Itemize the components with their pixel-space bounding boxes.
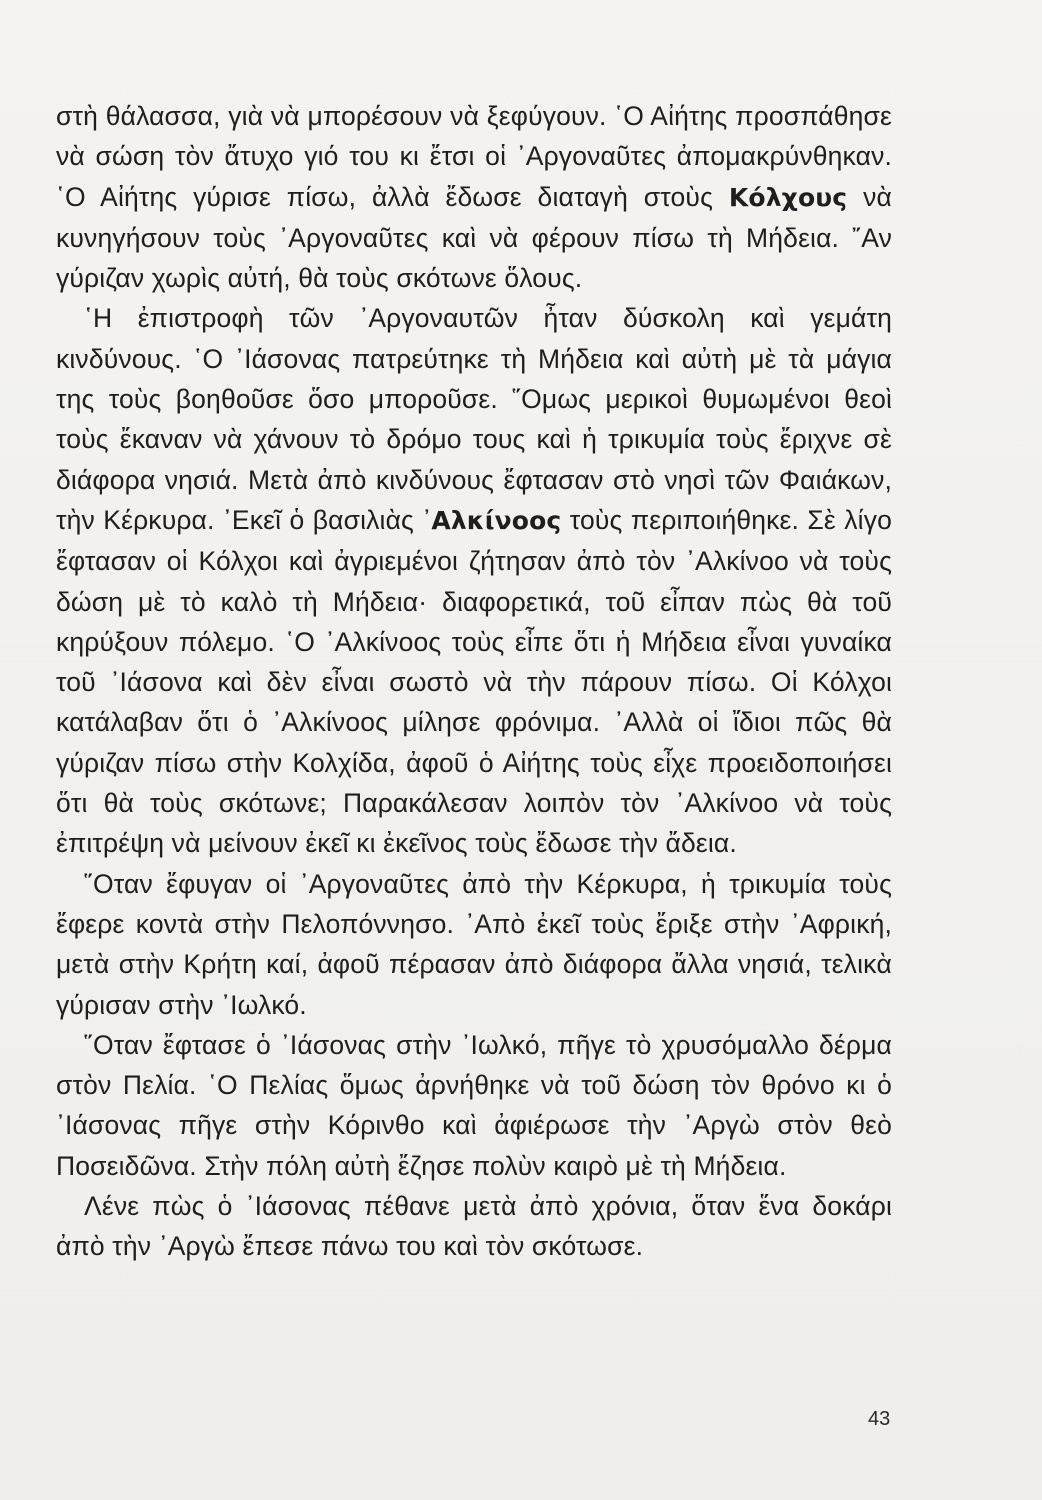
- text-segment: στὴ θάλασσα, γιὰ νὰ μπορέσουν νὰ ξεφύγουν. ῾Ο Αἰήτης προσπάθησε νὰ σώση τὸν ἄτυχο γιό του κι ἔτσι οἱ ᾿Αργοναῦτες ἀπομακρύνθηκαν. ῾Ο Αἰήτης γύρισε πίσω, ἀλλὰ ἔδωσε διαταγὴ στοὺς: [56, 101, 892, 212]
- text-segment: νὰ κυνηγήσουν τοὺς ᾿Αργοναῦτες καὶ νὰ φέρουν πίσω τὴ Μήδεια. ῎Αν γύριζαν χωρὶς αὐτή, θὰ τοὺς σκότωνε ὅλους.: [56, 181, 892, 294]
- text-segment: ῞Οταν ἔφτασε ὁ ᾿Ιάσονας στὴν ᾿Ιωλκό, πῆγε τὸ χρυσόμαλλο δέρμα στὸν Πελία. ῾Ο Πελίας ὅμως ἀρνήθηκε νὰ τοῦ δώση τὸν θρόνο κι ὁ ᾿Ιάσονας πῆγε στὴν Κόρινθο καὶ ἀφιέρωσε τὴν ᾿Αργὼ στὸν θεὸ Ποσειδῶνα. Στὴν πόλη αὐτὴ ἔζησε πολὺν καιρὸ μὲ τὴ Μήδεια.: [56, 1029, 892, 1181]
- text-segment: ῞Οταν ἔφυγαν οἱ ᾿Αργοναῦτες ἀπὸ τὴν Κέρκυρα, ἡ τρικυμία τοὺς ἔφερε κοντὰ στὴν Πελοπόννησο. ᾿Απὸ ἐκεῖ τοὺς ἔριξε στὴν ᾿Αφρική, μετὰ στὴν Κρήτη καί, ἀφοῦ πέρασαν ἀπὸ διάφορα ἄλλα νησιά, τελικὰ γύρισαν στὴν ᾿Ιωλκό.: [56, 868, 892, 1020]
- paragraph-5: [56, 1186, 892, 1267]
- body-text: [56, 96, 892, 1267]
- bold-name-alkinoos: Αλκίνοος: [431, 505, 562, 535]
- paragraph-4: [56, 1025, 892, 1186]
- text-segment: ῾Η ἐπιστροφὴ τῶν ᾿Αργοναυτῶν ἦταν δύσκολη καὶ γεμάτη κινδύνους. ῾Ο ᾿Ιάσονας πατρεύτηκε τὴ Μήδεια καὶ αὐτὴ μὲ τὰ μάγια της τοὺς βοηθοῦσε ὅσο μποροῦσε. ῞Ομως μερικοὶ θυμωμένοι θεοὶ τοὺς ἔκαναν νὰ χάνουν τὸ δρόμο τους καὶ ἡ τρικυμία τοὺς ἔριχνε σὲ διάφορα νησιά. Μετὰ ἀπὸ κινδύνους ἔφτασαν στὸ νησὶ τῶν Φαιάκων, τὴν Κέρκυρα. ᾿Εκεῖ ὁ βασιλιὰς ᾿: [56, 303, 892, 535]
- bold-name-kolchous: Κόλχους: [728, 182, 848, 212]
- text-segment: Λένε πὼς ὁ ᾿Ιάσονας πέθανε μετὰ ἀπὸ χρόνια, ὅταν ἕνα δοκάρι ἀπὸ τὴν ᾿Αργὼ ἔπεσε πάνω του καὶ τὸν σκότωσε.: [56, 1191, 892, 1262]
- paragraph-3: [56, 864, 892, 1025]
- paragraph-2: [56, 298, 892, 863]
- page-number: 43: [868, 1408, 891, 1430]
- text-segment: τοὺς περιποιήθηκε. Σὲ λίγο ἔφτασαν οἱ Κόλχοι καὶ ἀγριεμένοι ζήτησαν ἀπὸ τὸν ᾿Αλκίνοο νὰ τοὺς δώση μὲ τὸ καλὸ τὴ Μήδεια· διαφορετικά, τοῦ εἶπαν πὼς θὰ τοῦ κηρύξουν πόλεμο. ῾Ο ᾿Αλκίνοος τοὺς εἶπε ὅτι ἡ Μήδεια εἶναι γυναίκα τοῦ ᾿Ιάσονα καὶ δὲν εἶναι σωστὸ νὰ τὴν πάρουν πίσω. Οἱ Κόλχοι κατάλαβαν ὅτι ὁ ᾿Αλκίνοος μίλησε φρόνιμα. ᾿Αλλὰ οἱ ἴδιοι πῶς θὰ γύριζαν πίσω στὴν Κολχίδα, ἀφοῦ ὁ Αἰήτης τοὺς εἶχε προειδοποιήσει ὅτι θὰ τοὺς σκότωνε; Παρακάλεσαν λοιπὸν τὸν ᾿Αλκίνοο νὰ τοὺς ἐπιτρέψη νὰ μείνουν ἐκεῖ κι ἐκεῖνος τοὺς ἔδωσε τὴν ἄδεια.: [56, 504, 892, 859]
- paragraph-1: [56, 96, 892, 298]
